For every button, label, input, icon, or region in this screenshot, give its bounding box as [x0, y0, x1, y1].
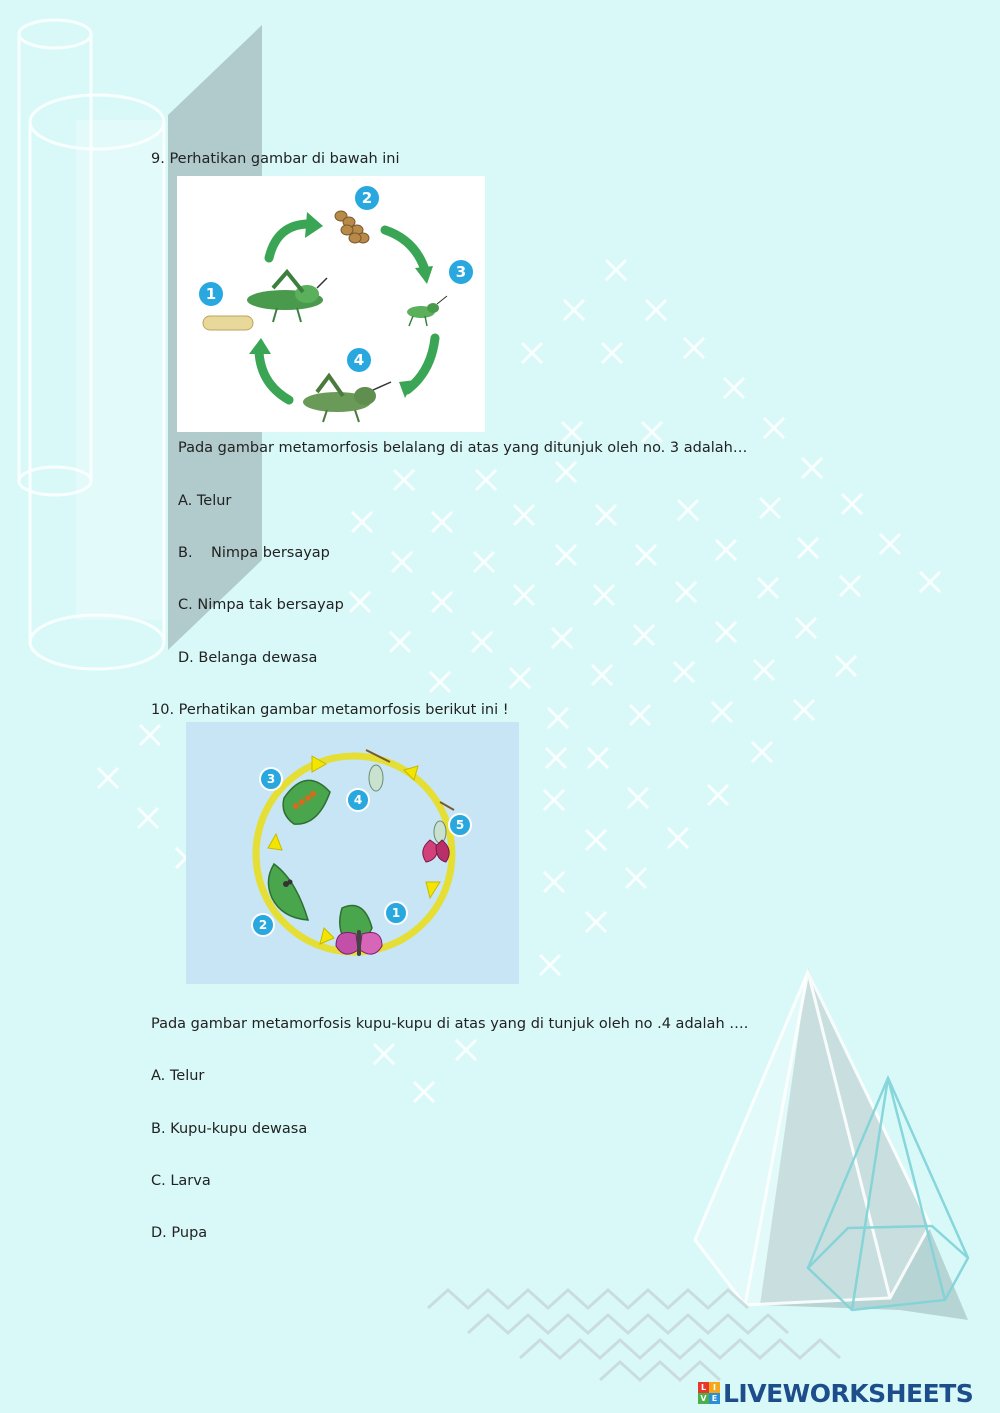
- label-2: 2: [258, 918, 268, 932]
- question-10-option-b[interactable]: B. Kupu-kupu dewasa: [151, 1121, 308, 1137]
- label-1: 1: [391, 906, 401, 920]
- butterfly-metamorphosis-image: [186, 722, 519, 984]
- question-9-prompt: 9. Perhatikan gambar di bawah ini: [151, 151, 400, 167]
- egg-cluster-icon: [335, 211, 369, 243]
- question-9-text: Pada gambar metamorfosis belalang di atas yang ditunjuk oleh no. 3 adalah…: [178, 440, 748, 456]
- question-10-prompt: 10. Perhatikan gambar metamorfosis berikut ini !: [151, 702, 509, 718]
- label-4: 4: [353, 793, 363, 807]
- question-9-option-a[interactable]: A. Telur: [178, 493, 232, 509]
- question-10-text: Pada gambar metamorfosis kupu-kupu di atas yang di tunjuk oleh no .4 adalah ….: [151, 1016, 749, 1032]
- label-3: 3: [455, 263, 467, 281]
- label-3: 3: [266, 772, 276, 786]
- winged-nymph-grasshopper-icon: [303, 376, 391, 422]
- nymph-grasshopper-icon: [407, 296, 447, 326]
- question-9-option-c[interactable]: C. Nimpa tak bersayap: [178, 597, 344, 613]
- question-9-option-b[interactable]: B. Nimpa bersayap: [178, 545, 330, 561]
- grasshopper-metamorphosis-image: [177, 176, 485, 432]
- label-1: 1: [205, 285, 217, 303]
- label-2: 2: [361, 189, 373, 207]
- logo-text: LIVEWORKSHEETS: [723, 1378, 974, 1408]
- liveworksheets-logo[interactable]: [698, 1378, 973, 1408]
- question-10-option-c[interactable]: C. Larva: [151, 1173, 211, 1189]
- question-10-option-a[interactable]: A. Telur: [151, 1068, 205, 1084]
- logo-mark-icon: L I V E: [698, 1382, 720, 1404]
- question-10-option-d[interactable]: D. Pupa: [151, 1225, 208, 1241]
- label-4: 4: [353, 351, 365, 369]
- label-5: 5: [455, 818, 465, 832]
- adult-butterfly-icon: [336, 930, 382, 956]
- question-9-option-d[interactable]: D. Belanga dewasa: [178, 650, 318, 666]
